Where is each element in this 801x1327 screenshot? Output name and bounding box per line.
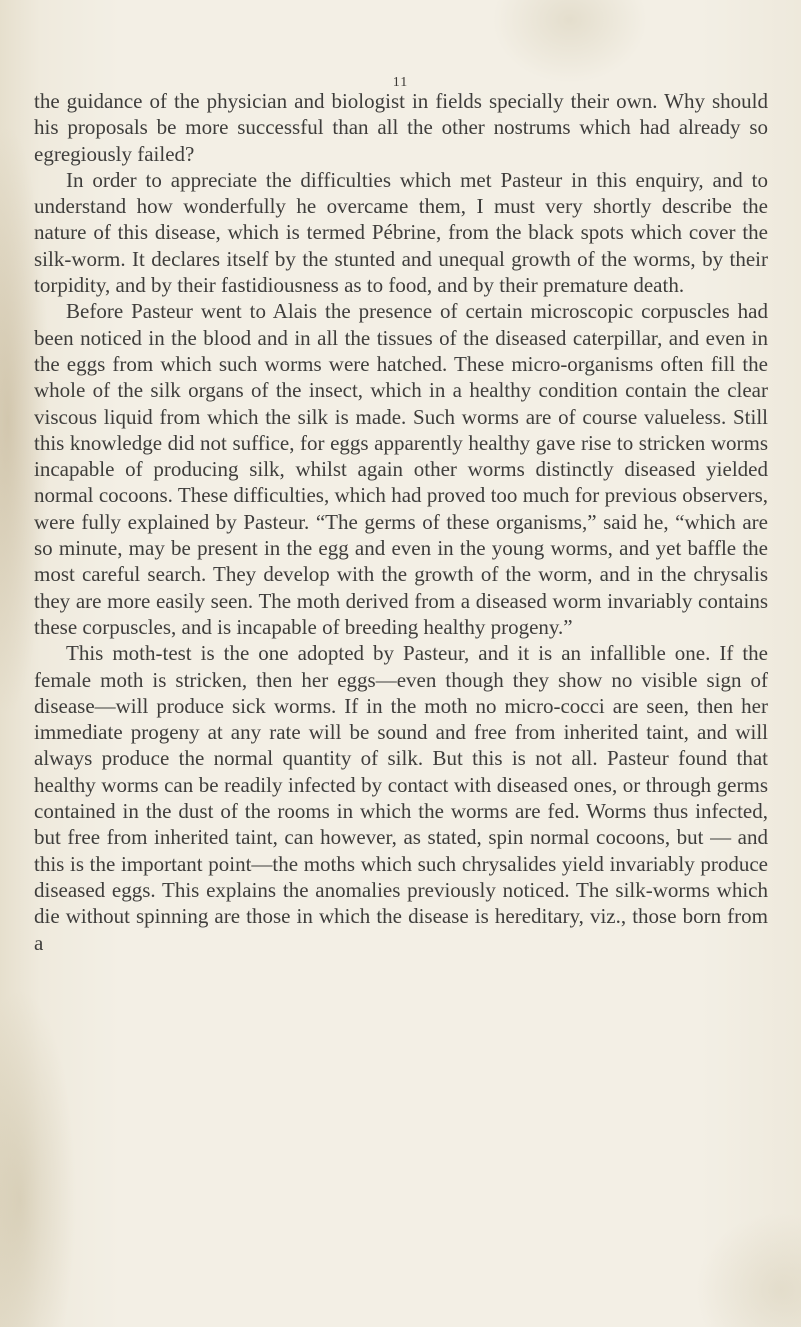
page-text [34,88,768,956]
paragraph-3: Before Pasteur went to Alais the presence of certain microscopic corpuscles had been noticed in the blood and in all the tissues of the diseased caterpillar, and even in the eggs from which such worms were hatched. These micro-organisms often fill the whole of the silk organs of the insect, which in a healthy condition contain the clear viscous liquid from which the silk is made. Such worms are of course valueless. Still this knowledge did not suffice, for eggs apparently healthy gave rise to stricken worms incapable of producing silk, whilst again other worms distinctly diseased yielded normal cocoons. These difficulties, which had proved too much for previous observers, were fully explained by Pasteur. “The germs of these organisms,” said he, “which are so minute, may be present in the egg and even in the young worms, and yet baffle the most careful search. They develop with the growth of the worm, and in the chrysalis they are more easily seen. The moth derived from a diseased worm invariably contains these corpuscles, and is incapable of breeding healthy progeny.” [34,299,768,639]
page-number: 11 [392,75,409,90]
paragraph-4: This moth-test is the one adopted by Pasteur, and it is an infallible one. If the female moth is stricken, then her eggs—even though they show no visible sign of disease—will produce sick worms. If in the moth no micro-cocci are seen, then her immediate progeny at any rate will be sound and free from inherited taint, and will always produce the normal quantity of silk. But this is not all. Pasteur found that healthy worms can be readily infected by contact with diseased ones, or through germs contained in the dust of the rooms in which the worms are fed. Worms thus infected, but free from inherited taint, can however, as stated, spin normal cocoons, but — and this is the important point—the moths which such chrysalides yield invariably produce diseased eggs. This explains the anomalies previously noticed. The silk-worms which die without spinning are those in which the disease is hereditary, viz., those born from a [34,641,768,955]
paragraph-1: the guidance of the physician and biologist in fields specially their own. Why should his proposals be more successful than all the other nostrums which had already so egregiously failed? [34,89,768,166]
paragraph-2: In order to appreciate the difficulties which met Pasteur in this enquiry, and to understand how wonderfully he overcame them, I must very shortly describe the nature of this disease, which is termed Pébrine, from the black spots which cover the silk-worm. It declares itself by the stunted and unequal growth of the worms, by their torpidity, and by their fastidiousness as to food, and by their premature death. [34,167,768,298]
